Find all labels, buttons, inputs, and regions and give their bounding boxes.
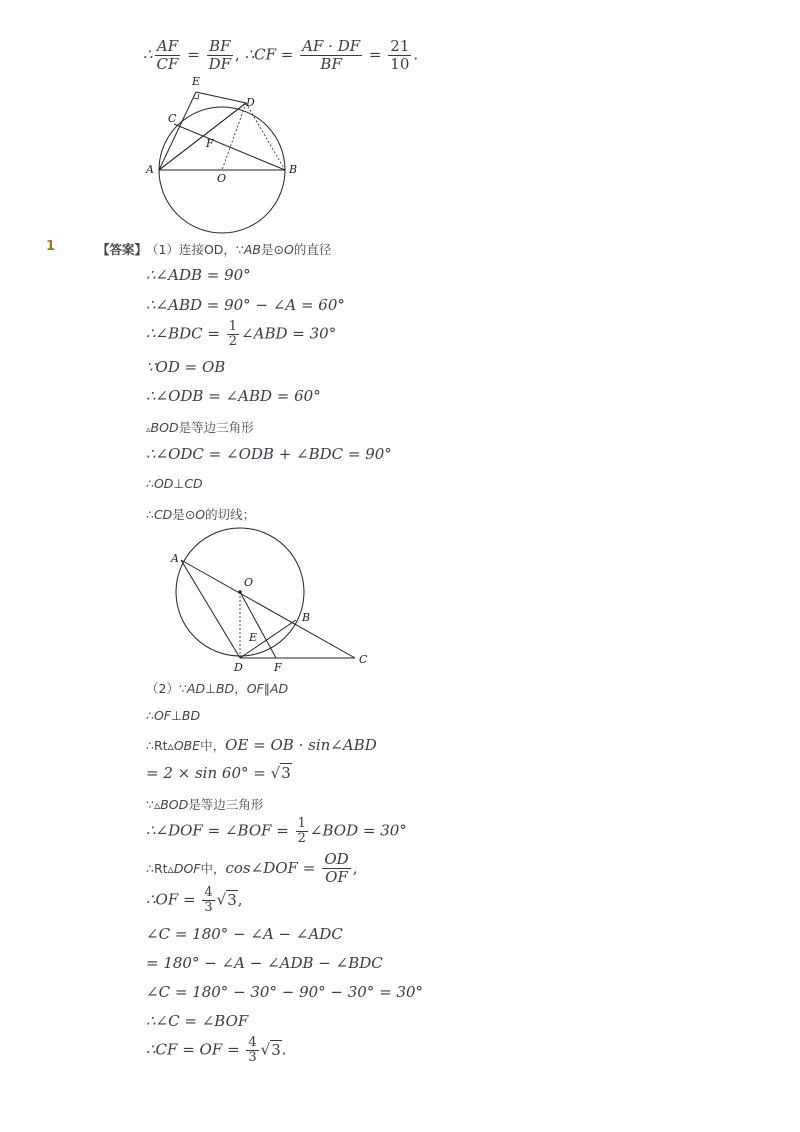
label-e: E (249, 631, 258, 644)
part2-line-12: ∴CF = OF = $\frac{4}{3}$ √3. (146, 1035, 287, 1065)
solution-line-6: ▵BOD是等边三角形 (146, 420, 254, 435)
label-a: A (171, 552, 179, 565)
part2-line-9: = 180° − ∠A − ∠ADB − ∠BDC (146, 954, 383, 972)
label-d: D (234, 661, 243, 674)
label-b: B (302, 611, 311, 624)
label-b: B (289, 163, 298, 176)
solution-line-3: ∴∠BDC = $\frac{1}{2}$ ∠ABD = 30° (146, 319, 337, 349)
part2-line-8: ∠C = 180° − ∠A − ∠ADC (146, 925, 343, 943)
part2-line-5: ∴∠DOF = ∠BOF = $\frac{1}{2}$ ∠BOD = 30° (146, 816, 407, 846)
part2-line-6: ∴Rt▵DOF中，cos∠DOF = $\frac{OD}{OF}$ , (146, 850, 358, 886)
label-f: F (274, 661, 282, 674)
label-e: E (192, 75, 201, 88)
fraction-afdf-bf: $\frac{AF \cdot DF}{BF}$ (302, 37, 361, 73)
part2-line-7: ∴OF = $\frac{4}{3}$ √3, (146, 885, 243, 915)
part2-line-11: ∴∠C = ∠BOF (146, 1012, 249, 1030)
solution-line-8: ∴OD⊥CD (146, 476, 203, 491)
solution-line-0: （1）连接OD，∵AB是⊙O的直径 (146, 242, 332, 257)
cf-lhs: ∴CF (244, 45, 277, 64)
solution-line-2: ∴∠ABD = 90° − ∠A = 60° (146, 296, 345, 314)
solution-line-7: ∴∠ODC = ∠ODB + ∠BDC = 90° (146, 445, 392, 463)
fraction-21-10: $\frac{21}{10}$ (390, 37, 410, 73)
solution-line-5: ∴∠ODB = ∠ABD = 60° (146, 387, 321, 405)
label-a: A (146, 163, 154, 176)
part2-line-3: = 2 × sin 60° = √3 (146, 764, 291, 782)
part2-line-2: ∴Rt▵OBE中，OE = OB · sin∠ABD (146, 736, 377, 754)
top-formula: ∴ $\frac{AF}{CF}$ = $\frac{BF}{DF}$ , ∴CF = $\frac{AF \cdot DF}{BF}$ = $\frac{21}{10}$ . (143, 37, 419, 73)
figure-2-circle-geometry (165, 522, 380, 677)
solution-line-4: ∵OD = OB (146, 358, 226, 376)
figure-1-circle-geometry (140, 72, 310, 237)
answer-tag: 【答案】 (97, 242, 148, 257)
fraction-bf-df: $\frac{BF}{DF}$ (208, 37, 232, 73)
label-f: F (206, 137, 214, 150)
therefore-symbol: ∴ (143, 45, 153, 64)
part2-line-1: ∴OF⊥BD (146, 708, 201, 723)
solution-line-1: ∴∠ADB = 90° (146, 266, 251, 284)
label-o: O (244, 576, 254, 589)
part2-line-10: ∠C = 180° − 30° − 90° − 30° = 30° (146, 983, 424, 1001)
label-o: O (217, 172, 227, 185)
part2-line-4: ∵▵BOD是等边三角形 (146, 797, 264, 812)
label-d: D (246, 96, 255, 109)
fraction-af-cf: $\frac{AF}{CF}$ (156, 37, 179, 73)
label-c: C (359, 653, 368, 666)
label-c: C (168, 112, 177, 125)
solution-line-9: ∴CD是⊙O的切线； (146, 507, 256, 522)
question-number: 1 (46, 239, 56, 254)
part2-line-0: （2）∵AD⊥BD，OF∥AD (146, 681, 289, 696)
